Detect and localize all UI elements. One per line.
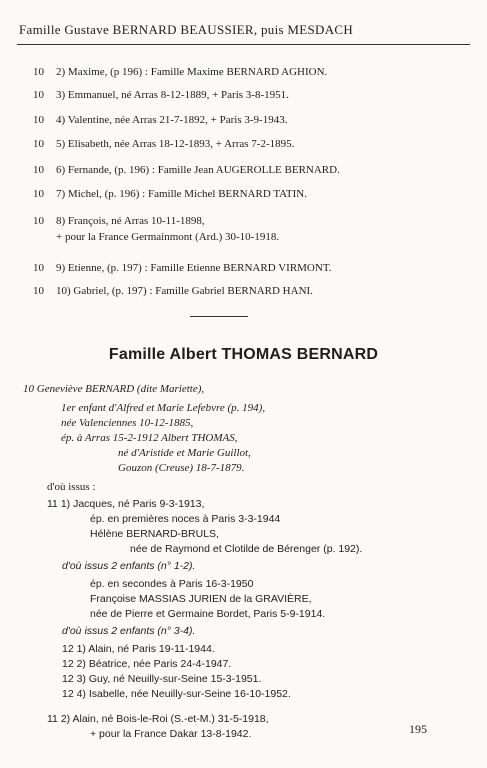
entry-michel-text: 7) Michel, (p. 196) : Famille Michel BERNARD TATIN. xyxy=(56,188,307,200)
entry-gabriel-text: 10) Gabriel, (p. 197) : Famille Gabriel BERNARD HANI. xyxy=(56,285,313,297)
francoise-name: Françoise MASSIAS JURIEN de la GRAVIÈRE, xyxy=(90,593,312,605)
child-isabelle: 12 4) Isabelle, née Neuilly-sur-Seine 16-10-1952. xyxy=(62,688,291,700)
entry-michel-gen: 10 xyxy=(33,188,44,200)
entry-etienne-text: 9) Etienne, (p. 197) : Famille Etienne BERNARD VIRMONT. xyxy=(56,262,332,274)
entry-francois-cont: + pour la France Germainmont (Ard.) 30-10-1918. xyxy=(56,231,280,243)
entry-valentine-text: 4) Valentine, née Arras 21-7-1892, + Paris 3-9-1943. xyxy=(56,114,288,126)
entry-maxime-text: 2) Maxime, (p 196) : Famille Maxime BERNARD AGHION. xyxy=(56,66,328,78)
child-beatrice: 12 2) Béatrice, née Paris 24-4-1947. xyxy=(62,658,232,670)
issue-1-2: d'où issus 2 enfants (n° 1-2). xyxy=(62,560,196,572)
genevieve-marriage: ép. à Arras 15-2-1912 Albert THOMAS, xyxy=(61,432,238,444)
page-number: 195 xyxy=(409,722,427,736)
section-title: Famille Albert THOMAS BERNARD xyxy=(108,346,379,363)
page-header: Famille Gustave BERNARD BEAUSSIER, puis MESDACH xyxy=(19,22,354,37)
francoise-parents: née de Pierre et Germaine Bordet, Paris 5-9-1914. xyxy=(90,608,326,620)
genevieve-birth: née Valenciennes 10-12-1885, xyxy=(61,417,194,429)
entry-elisabeth-gen: 10 xyxy=(33,138,44,150)
entry-maxime: 10 xyxy=(33,66,44,78)
albert-parents: né d'Aristide et Marie Guillot, xyxy=(118,447,251,459)
jacques-second-marriage: ép. en secondes à Paris 16-3-1950 xyxy=(90,578,254,590)
albert-birth: Gouzon (Creuse) 18-7-1879. xyxy=(118,462,245,474)
genevieve-line: 10 Geneviève BERNARD (dite Mariette), xyxy=(23,383,205,395)
entry-emmanuel-text: 3) Emmanuel, né Arras 8-12-1889, + Paris 3-8-1951. xyxy=(56,89,289,101)
entry-francois-text: 8) François, né Arras 10-11-1898, xyxy=(56,215,205,227)
entry-elisabeth-text: 5) Elisabeth, née Arras 18-12-1893, + Arras 7-2-1895. xyxy=(56,138,295,150)
section-divider xyxy=(190,316,248,317)
jacques-first-marriage: ép. en premières noces à Paris 3-3-1944 xyxy=(90,513,281,525)
helene-name: Hélène BERNARD-BRULS, xyxy=(90,528,219,540)
entry-gabriel-gen: 10 xyxy=(33,285,44,297)
entry-valentine-gen: 10 xyxy=(33,114,44,126)
alain-line: 11 2) Alain, né Bois-le-Roi (S.-et-M.) 31-5-1918, xyxy=(47,713,269,725)
entry-fernande-text: 6) Fernande, (p. 196) : Famille Jean AUGEROLLE BERNARD. xyxy=(56,164,340,176)
genevieve-parents: 1er enfant d'Alfred et Marie Lefebvre (p. 194), xyxy=(61,402,266,414)
helene-parents: née de Raymond et Clotilde de Bérenger (p. 192). xyxy=(130,543,363,555)
entry-fernande-gen: 10 xyxy=(33,164,44,176)
entry-francois-gen: 10 xyxy=(33,215,44,227)
entry-emmanuel-gen: 10 xyxy=(33,89,44,101)
issue-3-4: d'où issus 2 enfants (n° 3-4). xyxy=(62,625,196,637)
issue-label: d'où issus : xyxy=(47,481,96,493)
header-rule xyxy=(17,44,470,45)
child-alain: 12 1) Alain, né Paris 19-11-1944. xyxy=(62,643,215,655)
alain-death: + pour la France Dakar 13-8-1942. xyxy=(90,728,252,740)
entry-etienne-gen: 10 xyxy=(33,262,44,274)
child-guy: 12 3) Guy, né Neuilly-sur-Seine 15-3-1951. xyxy=(62,673,262,685)
jacques-line: 11 1) Jacques, né Paris 9-3-1913, xyxy=(47,498,205,510)
